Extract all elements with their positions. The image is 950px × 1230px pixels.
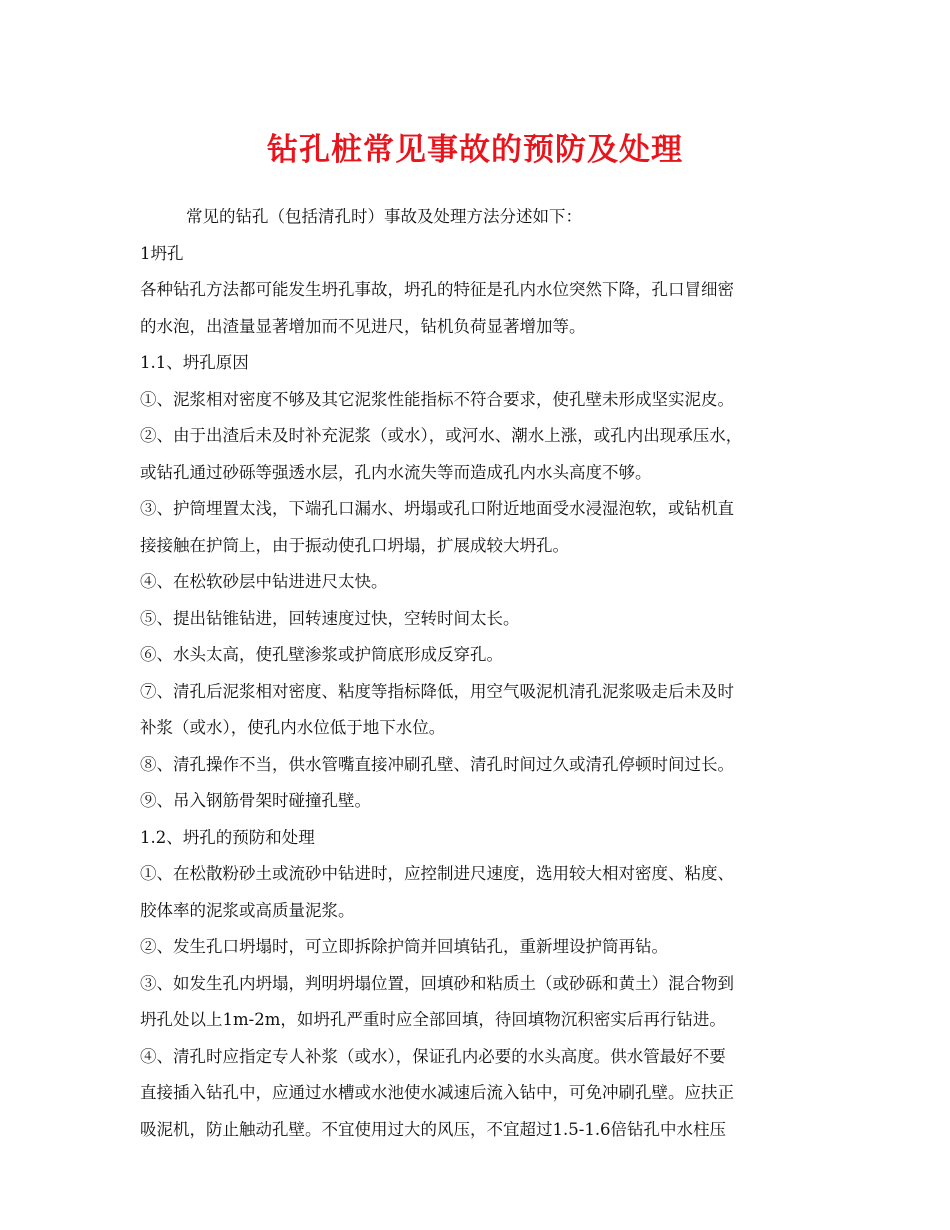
- list-item-continuation: 接接触在护筒上，由于振动使孔口坍塌，扩展成较大坍孔。: [140, 535, 569, 555]
- list-item: ⑦、清孔后泥浆相对密度、粘度等指标降低，用空气吸泥机清孔泥浆吸走后未及时: [140, 681, 734, 701]
- list-item: ①、泥浆相对密度不够及其它泥浆性能指标不符合要求，使孔壁未形成坚实泥皮。: [140, 389, 734, 409]
- list-item-continuation: 坍孔处以上1m-2m，如坍孔严重时应全部回填，待回填物沉积密实后再行钻进。: [140, 1010, 726, 1029]
- list-item: ⑨、吊入钢筋骨架时碰撞孔壁。: [140, 791, 371, 810]
- paragraph-line: 的水泡，出渣量显著增加而不见进尺，钻机负荷显著增加等。: [140, 316, 586, 336]
- list-item: ③、如发生孔内坍塌，判明坍塌位置，回填砂和粘质土（或砂砾和黄土）混合物到: [140, 973, 734, 993]
- paragraph-line: 各种钻孔方法都可能发生坍孔事故，坍孔的特征是孔内水位突然下降，孔口冒细密: [140, 280, 734, 299]
- subsection-heading: 1.1、坍孔原因: [140, 353, 249, 372]
- list-item-continuation: 直接插入钻孔中，应通过水槽或水池使水减速后流入钻中，可免冲刷孔壁。应扶正: [140, 1083, 734, 1102]
- list-item-continuation: 胶体率的泥浆或高质量泥浆。: [140, 900, 355, 920]
- list-item: ②、发生孔口坍塌时，可立即拆除护筒并回填钻孔，重新埋设护筒再钻。: [140, 937, 668, 956]
- document-title: 钻孔桩常见事故的预防及处理: [267, 132, 683, 168]
- list-item: ④、清孔时应指定专人补浆（或水），保证孔内必要的水头高度。供水管最好不要: [140, 1046, 726, 1066]
- section-heading: 1坍孔: [140, 243, 184, 263]
- list-item-continuation: 吸泥机，防止触动孔壁。不宜使用过大的风压，不宜超过1.5-1.6倍钻孔中水柱压: [140, 1119, 727, 1139]
- list-item: ④、在松软砂层中钻进进尺太快。: [140, 572, 388, 591]
- list-item: ⑧、清孔操作不当，供水管嘴直接冲刷孔壁、清孔时间过久或清孔停顿时间过长。: [140, 754, 734, 774]
- list-item: ①、在松散粉砂土或流砂中钻进时，应控制进尺速度，选用较大相对密度、粘度、: [140, 864, 734, 883]
- document-body: [140, 199, 830, 1148]
- list-item-continuation: 补浆（或水），使孔内水位低于地下水位。: [140, 718, 446, 737]
- list-item: ②、由于出渣后未及时补充泥浆（或水），或河水、潮水上涨，或孔内出现承压水，: [140, 426, 743, 445]
- subsection-heading: 1.2、坍孔的预防和处理: [140, 827, 315, 847]
- list-item: ③、护筒埋置太浅，下端孔口漏水、坍塌或孔口附近地面受水浸湿泡软，或钻机直: [140, 499, 734, 518]
- list-item: ⑥、水头太高，使孔壁渗浆或护筒底形成反穿孔。: [140, 645, 503, 664]
- list-item-continuation: 或钻孔通过砂砾等强透水层，孔内水流失等而造成孔内水头高度不够。: [140, 462, 652, 482]
- intro-paragraph: 常见的钻孔（包括清孔时）事故及处理方法分述如下：: [186, 207, 582, 226]
- list-item: ⑤、提出钻锥钻进，回转速度过快，空转时间太长。: [140, 608, 520, 628]
